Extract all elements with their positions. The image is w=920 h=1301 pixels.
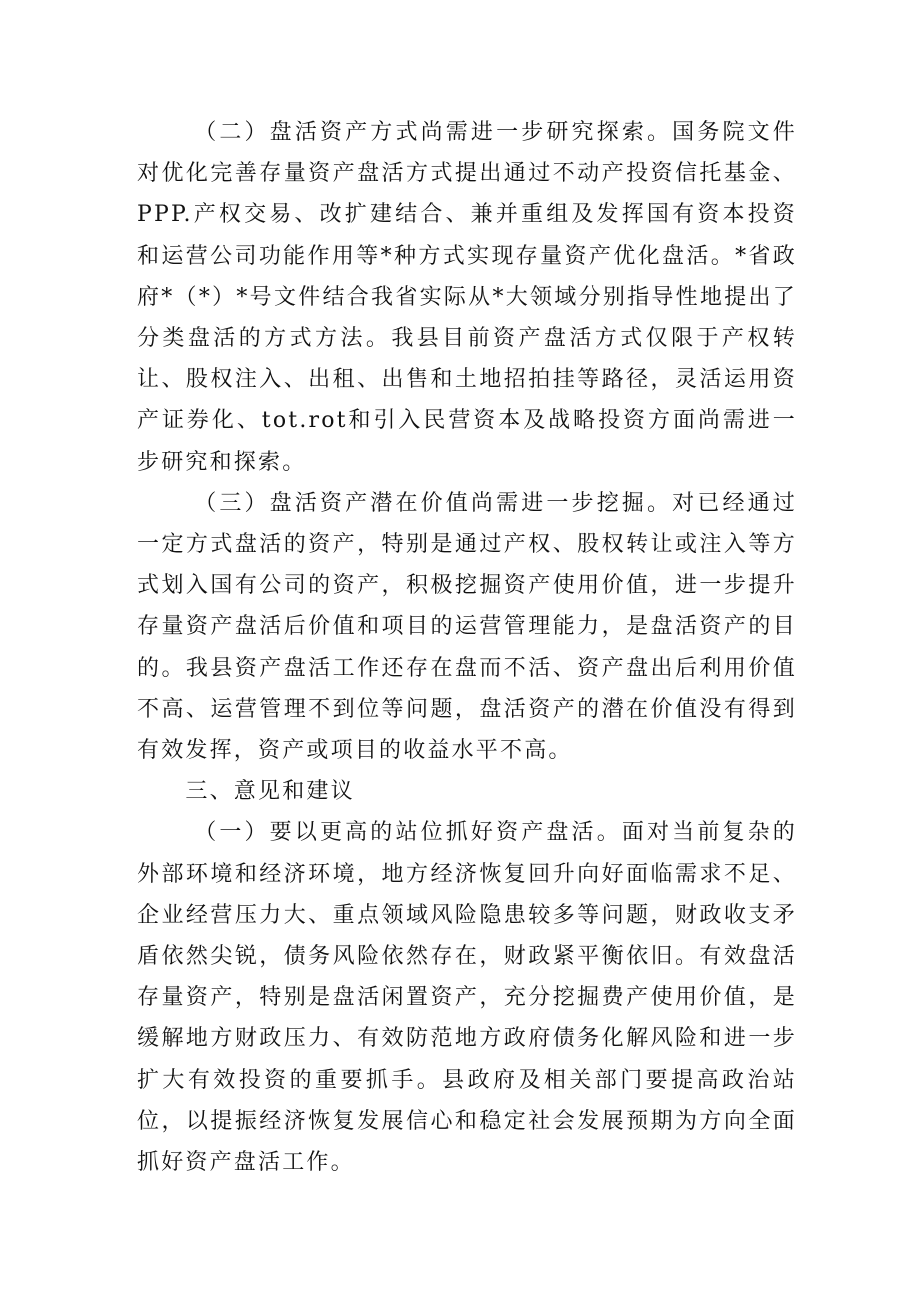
section-heading: 三、意见和建议 [185, 779, 355, 805]
paragraph-asset-methods: （二）盘活资产方式尚需进一步研究探索。国务院文件对优化完善存量资产盘活方式提出通过不动产投资信托基金、PPP.产权交易、改扩建结合、兼并重组及发挥国有资本投资和运营公司功能作用等*种方式实现存量资产优化盘活。*省政府*（*）*号文件结合我省实际从*大领域分别指导性地提出了分类盘活的方式方法。我县目前资产盘活方式仅限于产权转让、股权注入、出租、出售和土地招拍挂等路径，灵活运用资产证券化、tot.rot和引入民营资本及战略投资方面尚需进一步研究和探索。 [137, 120, 797, 475]
paragraph-asset-potential: （三）盘活资产潜在价值尚需进一步挖掘。对已经通过一定方式盘活的资产，特别是通过产权、股权转让或注入等方式划入国有公司的资产，积极挖掘资产使用价值，进一步提升存量资产盘活后价值和项目的运营管理能力，是盘活资产的目的。我县资产盘活工作还存在盘而不活、资产盘出后利用价值不高、运营管理不到位等问题，盘活资产的潜在价值没有得到有效发挥，资产或项目的收益水平不高。 [137, 490, 797, 764]
paragraph-higher-standing: （一）要以更高的站位抓好资产盘活。面对当前复杂的外部环境和经济环境，地方经济恢复回升向好面临需求不足、企业经营压力大、重点领域风险隐患较多等问题，财政收支矛盾依然尖锐，债务风险依然存在，财政紧平衡依旧。有效盘活存量资产，特别是盘活闲置资产，充分挖掘费产使用价值，是缓解地方财政压力、有效防范地方政府债务化解风险和进一步扩大有效投资的重要抓手。县政府及相关部门要提高政治站位，以提振经济恢复发展信心和稳定社会发展预期为方向全面抓好资产盘活工作。 [137, 820, 797, 1176]
document-body [137, 112, 797, 1183]
